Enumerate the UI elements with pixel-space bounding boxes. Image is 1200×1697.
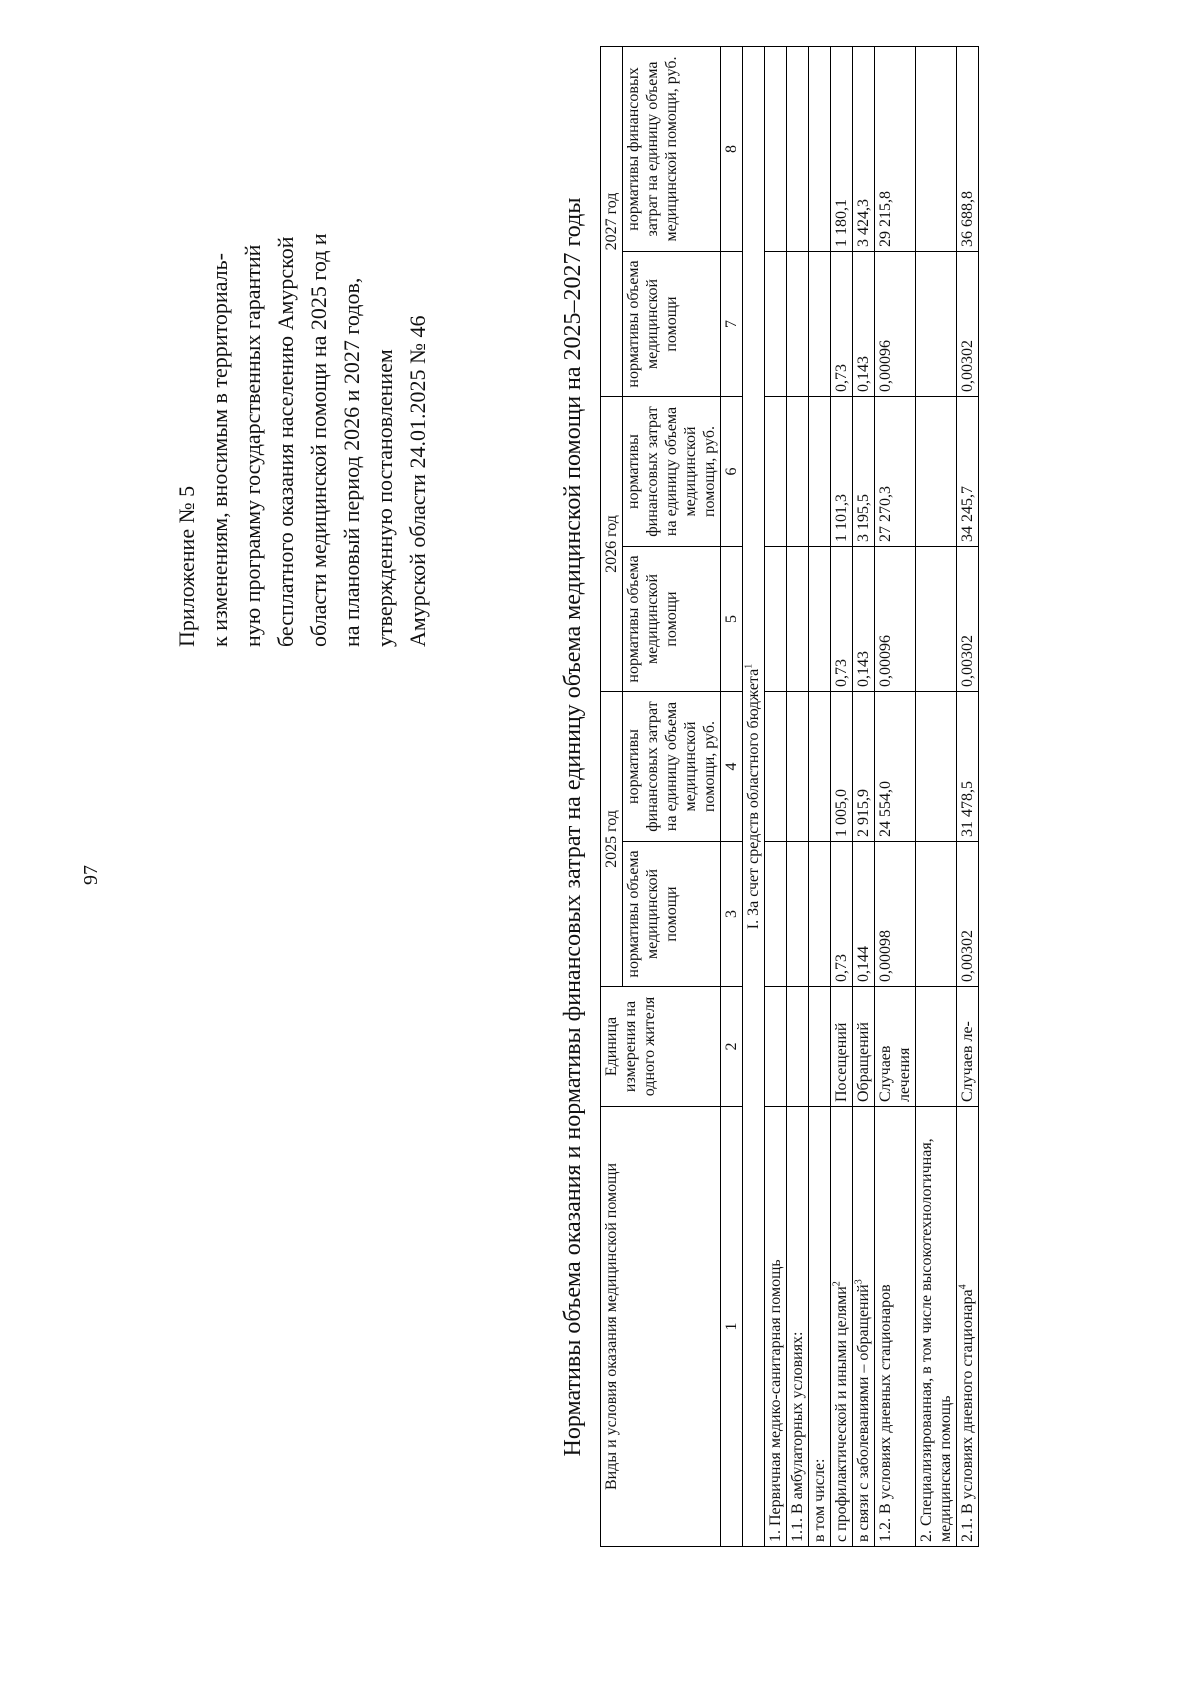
row-value xyxy=(916,252,957,397)
row-value: 31 478,5 xyxy=(957,692,979,842)
footnote-mark: 3 xyxy=(853,1279,865,1285)
column-number: 6 xyxy=(721,397,743,547)
row-value: 0,00096 xyxy=(875,547,916,692)
appendix-line: области медицинской помощи на 2025 год и xyxy=(306,233,331,647)
row-unit: Обращений xyxy=(853,987,875,1107)
table-row xyxy=(787,47,809,1547)
row-unit xyxy=(809,987,831,1107)
row-value: 0,73 xyxy=(831,842,853,987)
column-number: 7 xyxy=(721,252,743,397)
table-row xyxy=(853,47,875,1547)
row-label-text: 2.1. В условиях дневного стационара xyxy=(959,1289,976,1542)
table-row xyxy=(831,47,853,1547)
row-value: 0,00096 xyxy=(875,252,916,397)
appendix-line: утвержденную постановлением xyxy=(372,349,397,647)
row-label: 1.2. В условиях дневных стационаров xyxy=(875,1107,916,1547)
header-row-years xyxy=(601,47,623,1547)
footnote-mark: 2 xyxy=(831,1281,843,1287)
appendix-line: к изменениям, вносимым в территориаль- xyxy=(207,253,232,647)
row-value xyxy=(916,842,957,987)
row-value xyxy=(765,692,787,842)
row-value: 0,00302 xyxy=(957,842,979,987)
row-value xyxy=(765,547,787,692)
row-value xyxy=(916,47,957,252)
row-value: 3 195,5 xyxy=(853,397,875,547)
row-label-text: с профилактической и иными целями xyxy=(833,1286,850,1542)
header-year-2026: 2026 год xyxy=(601,397,623,692)
norms-table xyxy=(600,46,979,1547)
row-value: 34 245,7 xyxy=(957,397,979,547)
appendix-block xyxy=(170,47,434,647)
row-label-text: в связи с заболеваниями – обращений xyxy=(855,1284,872,1542)
header-volume-norm-2025: нормативы объема медицинской помощи xyxy=(623,842,721,987)
row-value xyxy=(809,842,831,987)
row-value: 0,144 xyxy=(853,842,875,987)
document-title: Нормативы объема оказания и нормативы финансовых затрат на единицу объема медицинской помощи на 2025–2027 годы xyxy=(560,197,586,1457)
row-value xyxy=(809,47,831,252)
row-value xyxy=(787,47,809,252)
row-label: в том числе: xyxy=(809,1107,831,1547)
row-value xyxy=(765,252,787,397)
table-row xyxy=(875,47,916,1547)
header-volume-norm-2027: нормативы объема медицинской помощи xyxy=(623,252,721,397)
section-title-text: I. За счет средств областного бюджета xyxy=(745,668,762,930)
row-unit xyxy=(765,987,787,1107)
appendix-line: Приложение № 5 xyxy=(174,485,199,647)
row-value: 29 215,8 xyxy=(875,47,916,252)
row-value xyxy=(787,547,809,692)
row-value xyxy=(787,252,809,397)
row-value: 0,73 xyxy=(831,252,853,397)
row-value xyxy=(765,47,787,252)
header-unit: Единица измерения на одного жителя xyxy=(601,987,721,1107)
row-value: 3 424,3 xyxy=(853,47,875,252)
row-value: 36 688,8 xyxy=(957,47,979,252)
row-unit xyxy=(787,987,809,1107)
column-number: 2 xyxy=(721,987,743,1107)
column-number: 5 xyxy=(721,547,743,692)
row-label: 2. Специализированная, в том числе высокотехнологичная, медицинская помощь xyxy=(916,1107,957,1547)
header-year-2025: 2025 год xyxy=(601,692,623,987)
row-value: 0,143 xyxy=(853,252,875,397)
row-value: 0,73 xyxy=(831,547,853,692)
table-row xyxy=(957,47,979,1547)
row-value xyxy=(916,692,957,842)
row-value xyxy=(916,397,957,547)
row-value xyxy=(787,692,809,842)
row-value: 1 101,3 xyxy=(831,397,853,547)
row-label xyxy=(853,1107,875,1547)
table-row xyxy=(809,47,831,1547)
section-row xyxy=(743,47,765,1547)
column-number-row xyxy=(721,47,743,1547)
appendix-line: на плановый период 2026 и 2027 годов, xyxy=(339,277,364,647)
appendix-line: ную программу государственных гарантий xyxy=(240,244,265,647)
row-unit: Случаев лечения xyxy=(875,987,916,1107)
row-value: 0,00302 xyxy=(957,252,979,397)
header-kind-of-care: Виды и условия оказания медицинской помощи xyxy=(601,1107,721,1547)
page-number: 97 xyxy=(80,865,102,885)
row-value xyxy=(809,252,831,397)
row-unit xyxy=(916,987,957,1107)
row-label xyxy=(957,1107,979,1547)
appendix-line: Амурской области 24.01.2025 № 46 xyxy=(405,315,430,647)
row-value xyxy=(787,397,809,547)
header-finance-norm-2026: нормативы финансовых затрат на единицу объема медицинской помощи, руб. xyxy=(623,397,721,547)
row-value xyxy=(765,397,787,547)
row-value xyxy=(765,842,787,987)
row-label: 1.1. В амбулаторных условиях: xyxy=(787,1107,809,1547)
table-row xyxy=(916,47,957,1547)
row-value xyxy=(809,397,831,547)
column-number: 3 xyxy=(721,842,743,987)
row-value: 1 005,0 xyxy=(831,692,853,842)
row-value: 0,00098 xyxy=(875,842,916,987)
row-value: 24 554,0 xyxy=(875,692,916,842)
table-row xyxy=(765,47,787,1547)
row-unit: Посещений xyxy=(831,987,853,1107)
row-label xyxy=(831,1107,853,1547)
row-value: 1 180,1 xyxy=(831,47,853,252)
row-label: 1. Первичная медико-санитарная помощь xyxy=(765,1107,787,1547)
header-finance-norm-2027: нормативы финансовых затрат на единицу объема медицинской помощи, руб. xyxy=(623,47,721,252)
row-unit: Случаев ле- xyxy=(957,987,979,1107)
column-number: 1 xyxy=(721,1107,743,1547)
footnote-mark: 1 xyxy=(743,663,755,669)
row-value: 0,00302 xyxy=(957,547,979,692)
header-year-2027: 2027 год xyxy=(601,47,623,397)
row-value xyxy=(916,547,957,692)
row-value xyxy=(809,547,831,692)
footnote-mark: 4 xyxy=(957,1284,969,1290)
column-number: 8 xyxy=(721,47,743,252)
row-value: 0,143 xyxy=(853,547,875,692)
header-volume-norm-2026: нормативы объема медицинской помощи xyxy=(623,547,721,692)
appendix-line: бесплатного оказания населению Амурской xyxy=(273,236,298,647)
row-value xyxy=(787,842,809,987)
header-finance-norm-2025: нормативы финансовых затрат на единицу объема медицинской помощи, руб. xyxy=(623,692,721,842)
section-title xyxy=(743,47,765,1547)
row-value: 2 915,9 xyxy=(853,692,875,842)
row-value: 27 270,3 xyxy=(875,397,916,547)
column-number: 4 xyxy=(721,692,743,842)
row-value xyxy=(809,692,831,842)
